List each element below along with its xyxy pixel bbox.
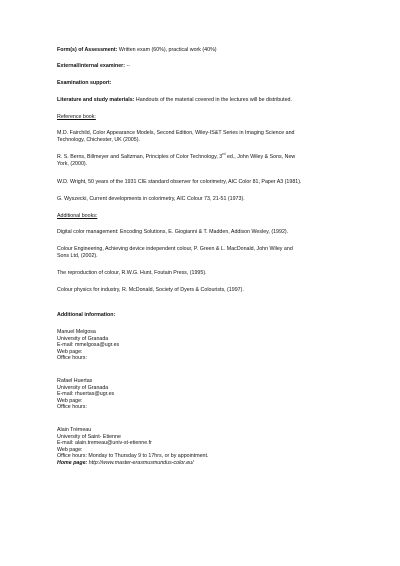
assessment-value: Written exam (60%), practical work (40%) xyxy=(117,47,217,53)
examiner-value: -- xyxy=(125,63,131,69)
examiner-label: External/internal examiner: xyxy=(57,63,126,69)
additional-info-label: Additional information: xyxy=(57,312,116,318)
reference-item: G. Wyszecki, Current developments in colorimetry, AIC Colour 73, 21-51 (1973). xyxy=(57,196,245,202)
reference-books-heading: Reference book: xyxy=(57,114,96,120)
homepage-line xyxy=(57,460,357,467)
additional-books-heading: Additional books: xyxy=(57,213,98,219)
contact-affiliation: University of Saint- Etienne xyxy=(57,433,121,440)
reference-item xyxy=(57,130,357,143)
reference-item-line: M.D. Fairchild, Color Appearance Models, Second Edition, Wiley-IS&T Series in Imaging Science and xyxy=(57,130,295,136)
reference-item-line: Technology, Chichester, UK (2005). xyxy=(57,136,140,143)
additional-book-item: The reproduction of colour, R.W.G. Hunt, Foutain Press, (1995). xyxy=(57,270,207,276)
contact-web: Web page: xyxy=(57,446,83,453)
reference-item: W.D. Wright, 50 years of the 1931 CIE standard observer for colorimetry, AIC Color 81, Paper A3 (1981). xyxy=(57,179,302,185)
contact-affiliation: University of Granada xyxy=(57,384,109,391)
contact-block xyxy=(57,329,357,362)
contact-name: Manuel Melgosa xyxy=(57,329,96,335)
contact-hours: Office hours: Monday to Thursday 9 to 17hrs, or by appointment. xyxy=(57,453,209,460)
contact-name: Rafael Huertas xyxy=(57,378,93,384)
contact-hours: Office hours: xyxy=(57,355,87,362)
contact-email: E-mail: mmelgosa@ugr.es xyxy=(57,342,120,349)
additional-book-line: Sons Ltd, (2002). xyxy=(57,252,98,259)
reference-item-text: ed., John Wiley & Sons, New xyxy=(225,154,296,160)
reference-item xyxy=(57,154,357,167)
additional-book-item: Colour physics for industry, R. McDonald, Society of Dyers & Colourists, (1997). xyxy=(57,287,244,293)
contact-email: E-mail: rhuertas@ugr.es xyxy=(57,391,115,398)
superscript-rd: rd xyxy=(222,152,226,157)
reference-item-line: York, (2000). xyxy=(57,160,88,167)
contact-block xyxy=(57,427,357,460)
homepage-label: Home page: xyxy=(57,460,88,466)
examiner-line xyxy=(57,63,357,70)
assessment-line xyxy=(57,47,357,54)
additional-book-item xyxy=(57,246,357,259)
contact-email: E-mail: alain.tremeau@univ-st-etienne.fr xyxy=(57,440,152,447)
contact-web: Web page: xyxy=(57,397,83,404)
contact-affiliation: University of Granada xyxy=(57,335,109,342)
contact-name: Alain Trémeau xyxy=(57,427,92,433)
reference-item-line xyxy=(57,154,357,161)
contact-hours: Office hours: xyxy=(57,404,87,411)
additional-book-item: Digital color management: Encoding Solutions, E. Giogianni & T. Madden, Addison Wesley, (1992). xyxy=(57,229,289,235)
materials-value: Handouts of the material covered in the lectures will be distributed. xyxy=(134,97,292,103)
homepage-link[interactable]: http://www.master-erasmusmundus-color.eu/ xyxy=(87,460,194,466)
assessment-label: Form(s) of Assessment: xyxy=(57,47,118,53)
materials-line xyxy=(57,97,357,104)
contact-web: Web page: xyxy=(57,348,83,355)
contact-block xyxy=(57,378,357,411)
additional-book-line: Colour Engineering, Achieving device independent colour, P. Green & L. MacDonald, John Wiley and xyxy=(57,246,293,252)
exam-support-label: Examination support: xyxy=(57,80,112,86)
reference-item-text: R. S. Berns, Billmeyer and Saltzman, Principles of Color Technology, 3 xyxy=(57,154,223,160)
materials-label: Literature and study materials: xyxy=(57,97,135,103)
